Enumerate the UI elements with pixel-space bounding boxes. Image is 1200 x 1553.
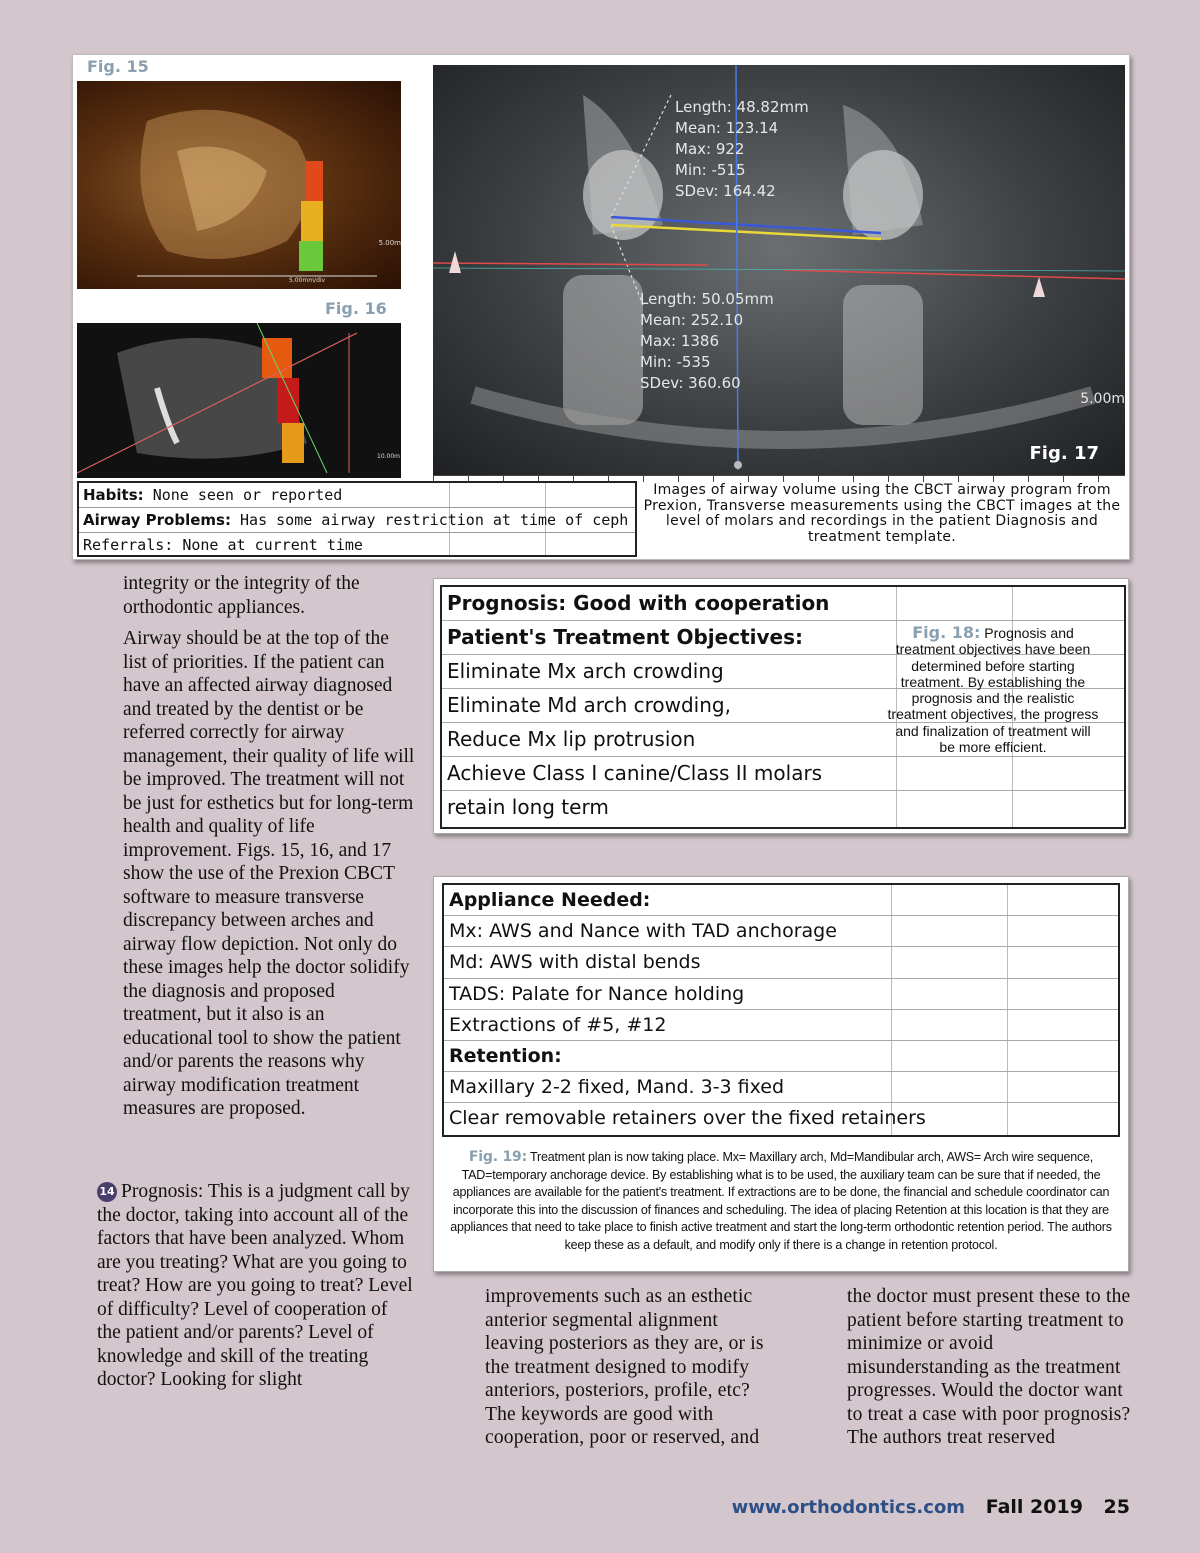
left-para-1: integrity or the integrity of the orthodontic appliances. <box>123 573 360 618</box>
habits-label: Habits: <box>83 486 144 504</box>
fig17-scale: 5.00m <box>1080 391 1125 407</box>
fig18-row-text: Eliminate Md arch crowding, <box>447 693 731 717</box>
appliance-table <box>442 883 1120 1137</box>
fig19-row-text: Maxillary 2-2 fixed, Mand. 3-3 fixed <box>449 1076 785 1099</box>
upper-min: Min: -515 <box>675 161 746 179</box>
fig18-row-text: Reduce Mx lip protrusion <box>447 727 696 751</box>
referrals-value: Referrals: None at current time <box>83 536 363 554</box>
footer-page-number: 25 <box>1103 1496 1130 1518</box>
fig18-row <box>442 757 1124 791</box>
lower-length: Length: 50.05mm <box>640 290 774 308</box>
fig17-cbct-coronal-image <box>433 65 1125 475</box>
fig18-row <box>442 791 1124 824</box>
left-para-3: Prognosis: This is a judgment call by the doctor, taking into account all of the factors that have been analyzed. Whom are you treating? What are you going to treat? How are you going to treat? Level of difficulty? Level of cooperation of the patient and/or parents? Level of knowledge and skill of the treating doctor? Looking for slight <box>97 1181 413 1390</box>
lower-min: Min: -535 <box>640 353 711 371</box>
diagnosis-table <box>77 481 637 557</box>
upper-sdev: SDev: 164.42 <box>675 182 776 200</box>
page-footer <box>732 1496 1130 1518</box>
fig19-row <box>444 1072 1118 1103</box>
fig19-row <box>444 979 1118 1010</box>
fig19-row-text: TADS: Palate for Nance holding <box>449 982 745 1005</box>
fig16-scale: 10.00m <box>377 453 401 460</box>
middle-column-text: improvements such as an esthetic anterior segmental alignment leaving posteriors as they are, or is the treatment designed to modify anteriors, posteriors, profile, etc? The keywords are good with cooperation, poor or reserved, and <box>485 1286 764 1448</box>
fig19-caption: Treatment plan is now taking place. Mx= Maxillary arch, Md=Mandibular arch, AWS= Arch wire sequence, TAD=temporary anchorage device. By establishing what is to be used, the auxiliary team can be sure that if needed, the appliances are available for the patient's treatment. If extractions are to be done, the financial and schedule coordinator can incorporate this into the discussion of finances and scheduling. The idea of placing Retention at this location is that they are appliances that need to take place to finish active treatment and start the long-term orthodontic retention period. The authors keep these as a default, and modify only if there is a change in retention protocol. <box>450 1150 1112 1252</box>
fig18-row-text: Eliminate Mx arch crowding <box>447 659 724 683</box>
footer-url[interactable]: www.orthodontics.com <box>731 1497 966 1518</box>
left-column-text <box>123 572 415 1121</box>
airway-label: Airway Problems: <box>83 511 231 529</box>
fig18-caption-block <box>886 625 1100 755</box>
right-column-text: the doctor must present these to the patient before starting treatment to minimize or avoid misunderstanding as the treatment progresses. Would the doctor want to treat a case with poor prognosis? The authors treat reserved <box>847 1286 1131 1448</box>
fig15-scale: 5.00m <box>378 239 401 247</box>
lower-sdev: SDev: 360.60 <box>640 374 741 392</box>
fig19-row <box>444 947 1118 978</box>
fig18-row-text: Achieve Class I canine/Class II molars <box>447 761 823 785</box>
fig19-caption-block <box>438 1149 1124 1254</box>
prognosis-section <box>97 1180 415 1392</box>
diag-row-airway <box>79 508 635 533</box>
fig19-label: Fig. 19: <box>468 1149 527 1165</box>
fig19-row <box>444 885 1118 916</box>
fig15-ruler-label: 5.00mm/div <box>289 277 326 284</box>
figure-15-17-panel <box>72 54 1130 560</box>
fig18-row-text: Prognosis: Good with cooperation <box>447 591 830 615</box>
fig19-row-text: Clear removable retainers over the fixed retainers <box>449 1107 926 1130</box>
upper-mean: Mean: 123.14 <box>675 119 779 137</box>
fig18-row-text: retain long term <box>447 795 609 819</box>
airway-value: Has some airway restriction at time of ceph <box>240 511 629 529</box>
fig19-row-text: Appliance Needed: <box>449 889 651 911</box>
fig18-caption: Prognosis and treatment objectives have been determined before starting treatment. By establishing the prognosis and the realistic treatment objectives, the progress and finalization of treatment will be more efficient. <box>887 625 1099 756</box>
fig15-17-caption: Images of airway volume using the CBCT airway program from Prexion, Transverse measurements using the CBCT images at the level of molars and recordings in the patient Diagnosis and treatment template. <box>643 482 1121 545</box>
habits-value: None seen or reported <box>152 486 343 504</box>
footer-issue: Fall 2019 <box>985 1496 1083 1518</box>
section-number-badge: 14 <box>97 1182 117 1202</box>
figure-18-panel <box>433 578 1129 834</box>
upper-length: Length: 48.82mm <box>675 98 809 116</box>
fig19-row <box>444 916 1118 947</box>
fig19-row-text: Mx: AWS and Nance with TAD anchorage <box>449 920 837 943</box>
measurement-lower <box>640 289 774 394</box>
fig15-airway-3d-image <box>77 81 401 289</box>
fig19-row <box>444 1010 1118 1041</box>
lower-max: Max: 1386 <box>640 332 720 350</box>
fig18-row <box>442 587 1124 621</box>
fig18-label: Fig. 18: <box>912 623 981 642</box>
fig18-row-text: Patient's Treatment Objectives: <box>447 625 803 649</box>
fig19-row <box>444 1103 1118 1133</box>
diag-row-referrals <box>79 533 635 557</box>
upper-max: Max: 922 <box>675 140 745 158</box>
diag-row-habits <box>79 483 635 508</box>
fig19-row <box>444 1041 1118 1072</box>
fig16-label: Fig. 16 <box>325 299 387 318</box>
fig15-label: Fig. 15 <box>87 57 149 76</box>
fig19-row-text: Extractions of #5, #12 <box>449 1013 667 1036</box>
fig19-row-text: Retention: <box>449 1044 562 1067</box>
fig17-label: Fig. 17 <box>1029 443 1099 464</box>
left-para-2: Airway should be at the top of the list of priorities. If the patient can have an affected airway diagnosed and treated by the dentist or be referred correctly for airway management, their quality of life will be improved. The treatment will not be just for esthetics but for long-term health and quality of life improvement. Figs. 15, 16, and 17 show the use of the Prexion CBCT software to measure transverse discrepancy between arches and airway flow depiction. Not only do these images help the doctor solidify the diagnosis and proposed treatment, but it also is an educational tool to show the patient and/or parents the reasons why airway modification treatment measures are proposed. <box>123 628 415 1119</box>
lower-mean: Mean: 252.10 <box>640 311 744 329</box>
measurement-upper <box>675 97 809 202</box>
fig16-airway-ceph-image <box>77 293 401 478</box>
figure-19-panel <box>433 876 1129 1272</box>
fig19-row-text: Md: AWS with distal bends <box>449 951 701 974</box>
